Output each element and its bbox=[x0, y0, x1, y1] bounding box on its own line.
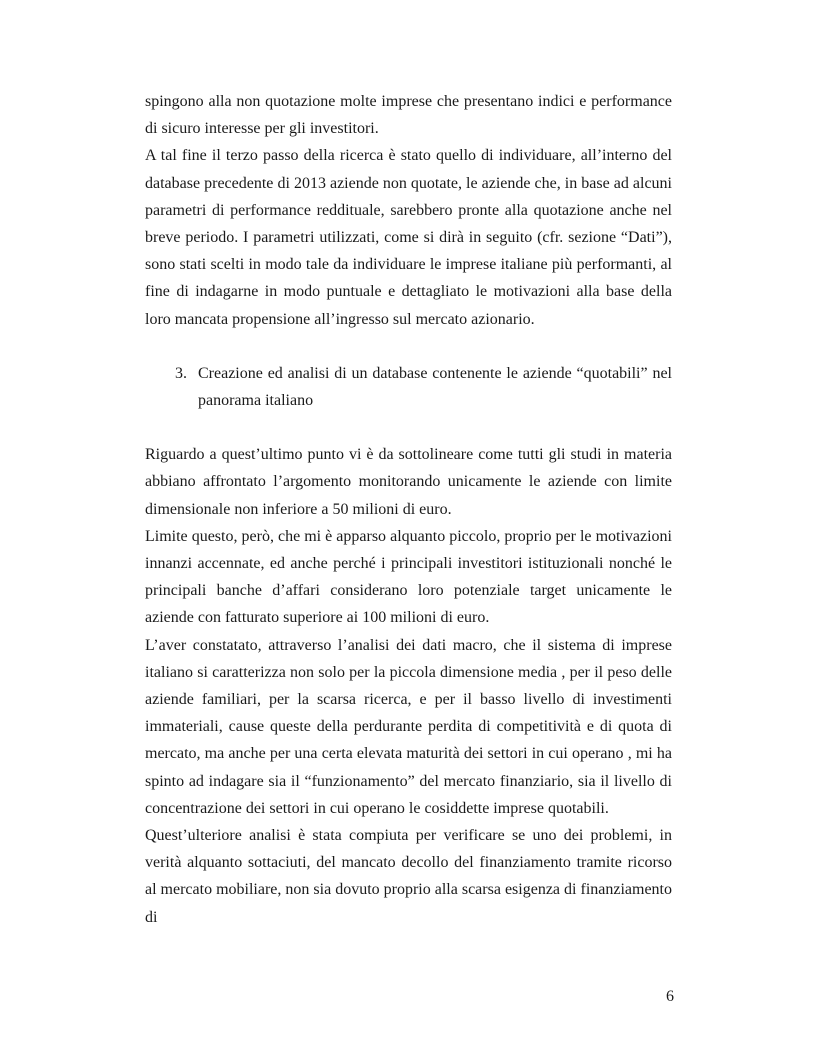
list-item-text: Creazione ed analisi di un database contenente le aziende “quotabili” nel panorama italiano bbox=[198, 364, 672, 410]
page-number: 6 bbox=[666, 988, 674, 1005]
list-item-number: 3. bbox=[175, 364, 187, 382]
page-body bbox=[145, 88, 672, 931]
paragraph: A tal fine il terzo passo della ricerca è stato quello di individuare, all’interno del database precedente di 2013 aziende non quotate, le aziende che, in base ad alcuni parametri di performance reddituale, sarebbero pronte alla quotazione anche nel breve periodo. I parametri utilizzati, come si dirà in seguito (cfr. sezione “Dati”), sono stati scelti in modo tale da individuare le imprese italiane più performanti, al fine di indagarne in modo puntuale e dettagliato le motivazioni alla base della loro mancata propensione all’ingresso sul mercato azionario. bbox=[145, 147, 672, 328]
spacer bbox=[145, 414, 672, 441]
paragraph: Limite questo, però, che mi è apparso alquanto piccolo, proprio per le motivazioni innanzi accennate, ed anche perché i principali investitori istituzionali nonché le principali banche d’affari considerano loro potenziale target unicamente le aziende con fatturato superiore ai 100 milioni di euro. bbox=[145, 527, 672, 627]
numbered-list bbox=[145, 360, 672, 414]
paragraph: spingono alla non quotazione molte imprese che presentano indici e performance di sicuro interesse per gli investitori. bbox=[145, 93, 672, 138]
paragraph: Quest’ulteriore analisi è stata compiuta per verificare se uno dei problemi, in verità alquanto sottaciuti, del mancato decollo del finanziamento tramite ricorso al mercato mobiliare, non sia dovuto proprio alla scarsa esigenza di finanziamento di bbox=[145, 827, 672, 926]
paragraph: L’aver constatato, attraverso l’analisi dei dati macro, che il sistema di imprese italiano si caratterizza non solo per la piccola dimensione media , per il peso delle aziende familiari, per la scarsa ricerca, e per il basso livello di investimenti immateriali, cause queste della perdurante perdita di competitività e di quota di mercato, ma anche per una certa elevata maturità dei settori in cui operano , mi ha spinto ad indagare sia il “funzionamento” del mercato finanziario, sia il livello di concentrazione dei settori in cui operano le cosiddette imprese quotabili. bbox=[145, 636, 672, 817]
list-item bbox=[145, 360, 672, 414]
spacer bbox=[145, 333, 672, 360]
paragraph: Riguardo a quest’ultimo punto vi è da sottolineare come tutti gli studi in materia abbiano affrontato l’argomento monitorando unicamente le aziende con limite dimensionale non inferiore a 50 milioni di euro. bbox=[145, 446, 672, 518]
